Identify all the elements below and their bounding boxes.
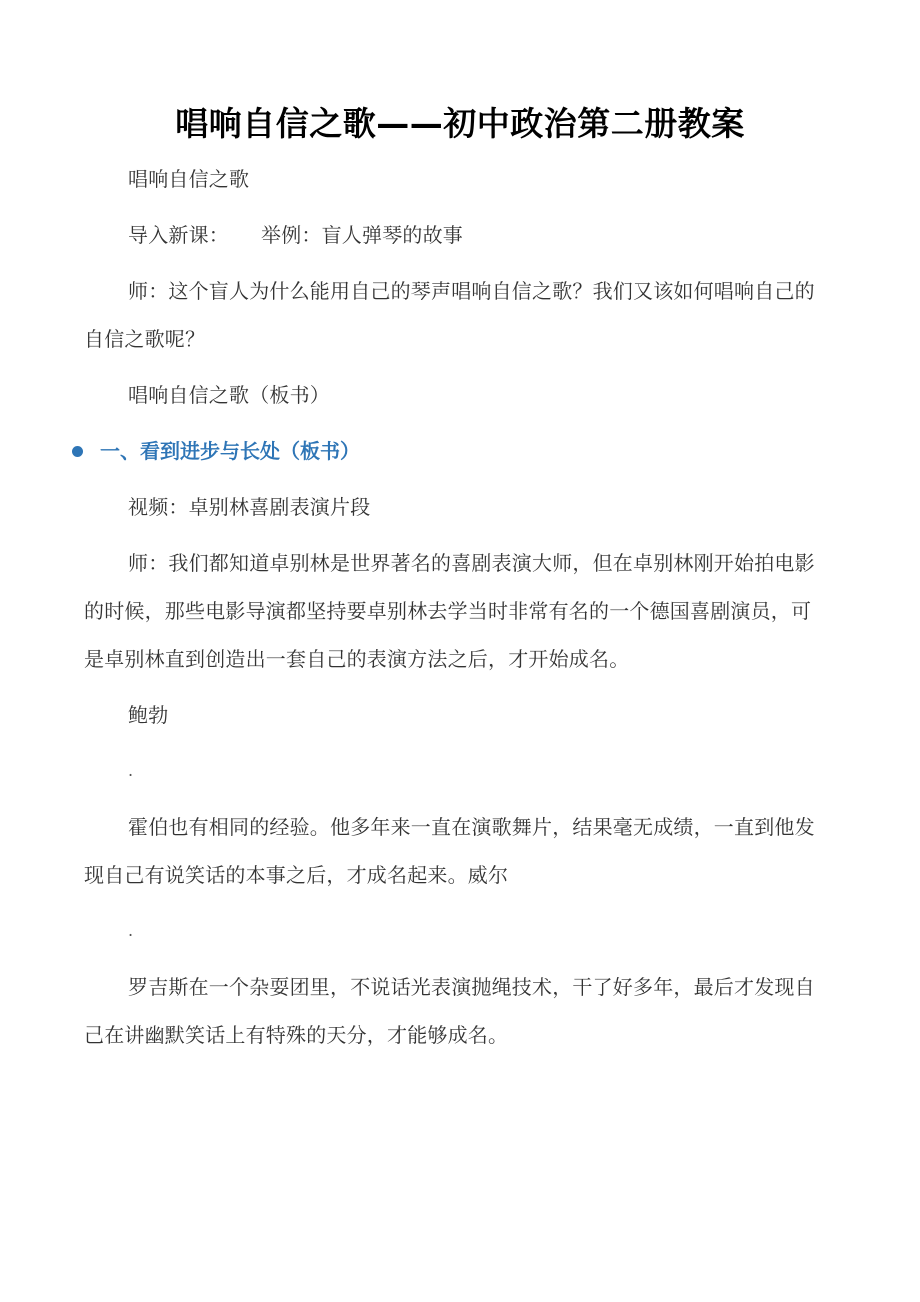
paragraph-board-title: 唱响自信之歌（板书）	[128, 383, 330, 407]
bullet-icon	[72, 446, 83, 457]
paragraph-new-lesson	[84, 211, 820, 259]
paragraph-chaplin: 师：我们都知道卓别林是世界著名的喜剧表演大师，但在卓别林刚开始拍电影的时候，那些电影导演都坚持要卓别林去学当时非常有名的一个德国喜剧演员，可是卓别林直到创造出一套自己的表演方法之后，才开始成名。	[84, 551, 815, 671]
section-heading-1	[68, 427, 820, 475]
dot-separator-2: .	[128, 921, 134, 940]
paragraph-teacher-question: 师：这个盲人为什么能用自己的琴声唱响自信之歌？我们又该如何唱响自己的自信之歌呢？	[84, 279, 815, 351]
section-heading-text: 一、看到进步与长处（板书）	[100, 439, 360, 463]
paragraph-rogers: 罗吉斯在一个杂耍团里，不说话光表演抛绳技术，干了好多年，最后才发现自己在讲幽默笑话上有特殊的天分，才能够成名。	[84, 975, 815, 1047]
paragraph-hope: 霍伯也有相同的经验。他多年来一直在演歌舞片，结果毫无成绩，一直到他发现自己有说笑话的本事之后，才成名起来。威尔	[84, 815, 815, 887]
paragraph-video: 视频：卓别林喜剧表演片段	[128, 495, 371, 519]
paragraph-bob: 鲍勃	[128, 703, 169, 727]
new-lesson-label: 导入新课：	[128, 223, 229, 247]
dot-separator-1: .	[128, 761, 134, 780]
new-lesson-example: 举例：盲人弹琴的故事	[261, 223, 463, 247]
paragraph-intro-title: 唱响自信之歌	[128, 167, 250, 191]
document-title: 唱响自信之歌——初中政治第二册教案	[175, 104, 745, 143]
document-body	[84, 155, 820, 1067]
